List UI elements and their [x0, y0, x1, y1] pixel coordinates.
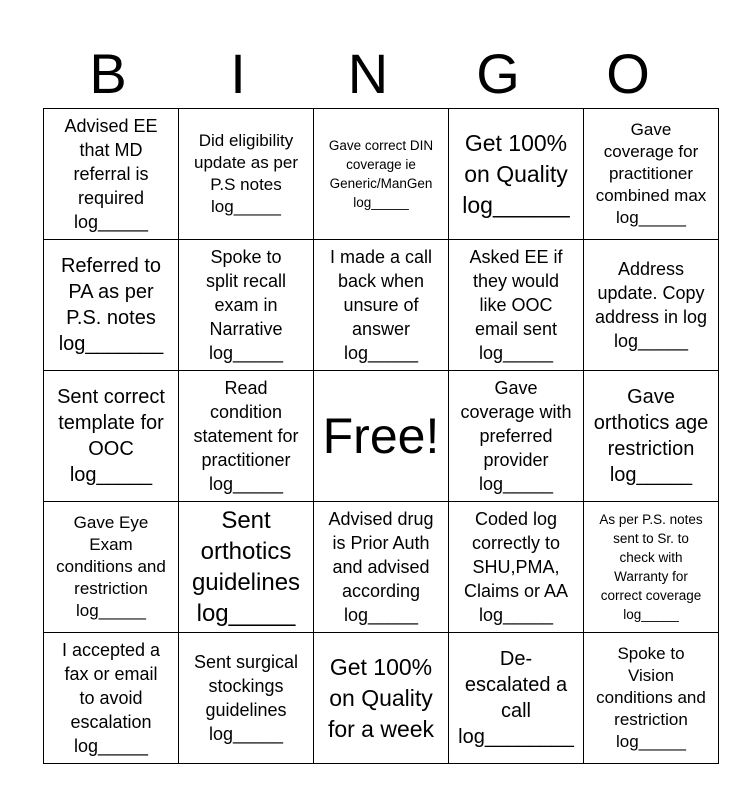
bingo-cell[interactable]: Spoke to Vision conditions and restriction log_____ — [584, 633, 719, 764]
bingo-header — [43, 40, 693, 108]
bingo-cell[interactable]: Referred to PA as per P.S. notes log_______ — [44, 240, 179, 371]
bingo-cell[interactable]: Spoke to split recall exam in Narrative log_____ — [179, 240, 314, 371]
board-row — [44, 502, 719, 633]
bingo-cell[interactable]: Advised drug is Prior Auth and advised according log_____ — [314, 502, 449, 633]
bingo-cell[interactable]: I accepted a fax or email to avoid escalation log_____ — [44, 633, 179, 764]
header-letter-b: B — [89, 42, 127, 105]
header-letter-i: I — [230, 42, 246, 105]
header-letter-g: G — [476, 42, 520, 105]
bingo-cell[interactable]: Advised EE that MD referral is required log_____ — [44, 109, 179, 240]
bingo-cell[interactable]: De- escalated a call log________ — [449, 633, 584, 764]
board-row — [44, 371, 719, 502]
header-letter-o: O — [606, 42, 650, 105]
bingo-cell[interactable]: Sent orthotics guidelines log_____ — [179, 502, 314, 633]
bingo-cell[interactable]: Get 100% on Quality for a week — [314, 633, 449, 764]
bingo-cell[interactable]: Sent correct template for OOC log_____ — [44, 371, 179, 502]
bingo-board — [43, 108, 719, 764]
bingo-cell[interactable]: Gave coverage for practitioner combined max log_____ — [584, 109, 719, 240]
board-row — [44, 240, 719, 371]
bingo-cell[interactable]: Get 100% on Quality log______ — [449, 109, 584, 240]
bingo-cell[interactable]: Gave coverage with preferred provider log_____ — [449, 371, 584, 502]
bingo-cell[interactable]: Gave correct DIN coverage ie Generic/ManGen log_____ — [314, 109, 449, 240]
board-row — [44, 109, 719, 240]
bingo-cell[interactable]: Did eligibility update as per P.S notes log_____ — [179, 109, 314, 240]
bingo-cell[interactable]: Coded log correctly to SHU,PMA, Claims or AA log_____ — [449, 502, 584, 633]
board-row — [44, 633, 719, 764]
free-space[interactable]: Free! — [314, 371, 449, 502]
bingo-cell[interactable]: Read condition statement for practitioner log_____ — [179, 371, 314, 502]
bingo-cell[interactable]: I made a call back when unsure of answer log_____ — [314, 240, 449, 371]
bingo-cell[interactable]: Asked EE if they would like OOC email sent log_____ — [449, 240, 584, 371]
bingo-cell[interactable]: Gave orthotics age restriction log_____ — [584, 371, 719, 502]
bingo-cell[interactable]: Sent surgical stockings guidelines log_____ — [179, 633, 314, 764]
header-letter-n: N — [347, 42, 389, 105]
bingo-cell[interactable]: As per P.S. notes sent to Sr. to check with Warranty for correct coverage log_____ — [584, 502, 719, 633]
bingo-cell[interactable]: Address update. Copy address in log log_____ — [584, 240, 719, 371]
bingo-cell[interactable]: Gave Eye Exam conditions and restriction log_____ — [44, 502, 179, 633]
